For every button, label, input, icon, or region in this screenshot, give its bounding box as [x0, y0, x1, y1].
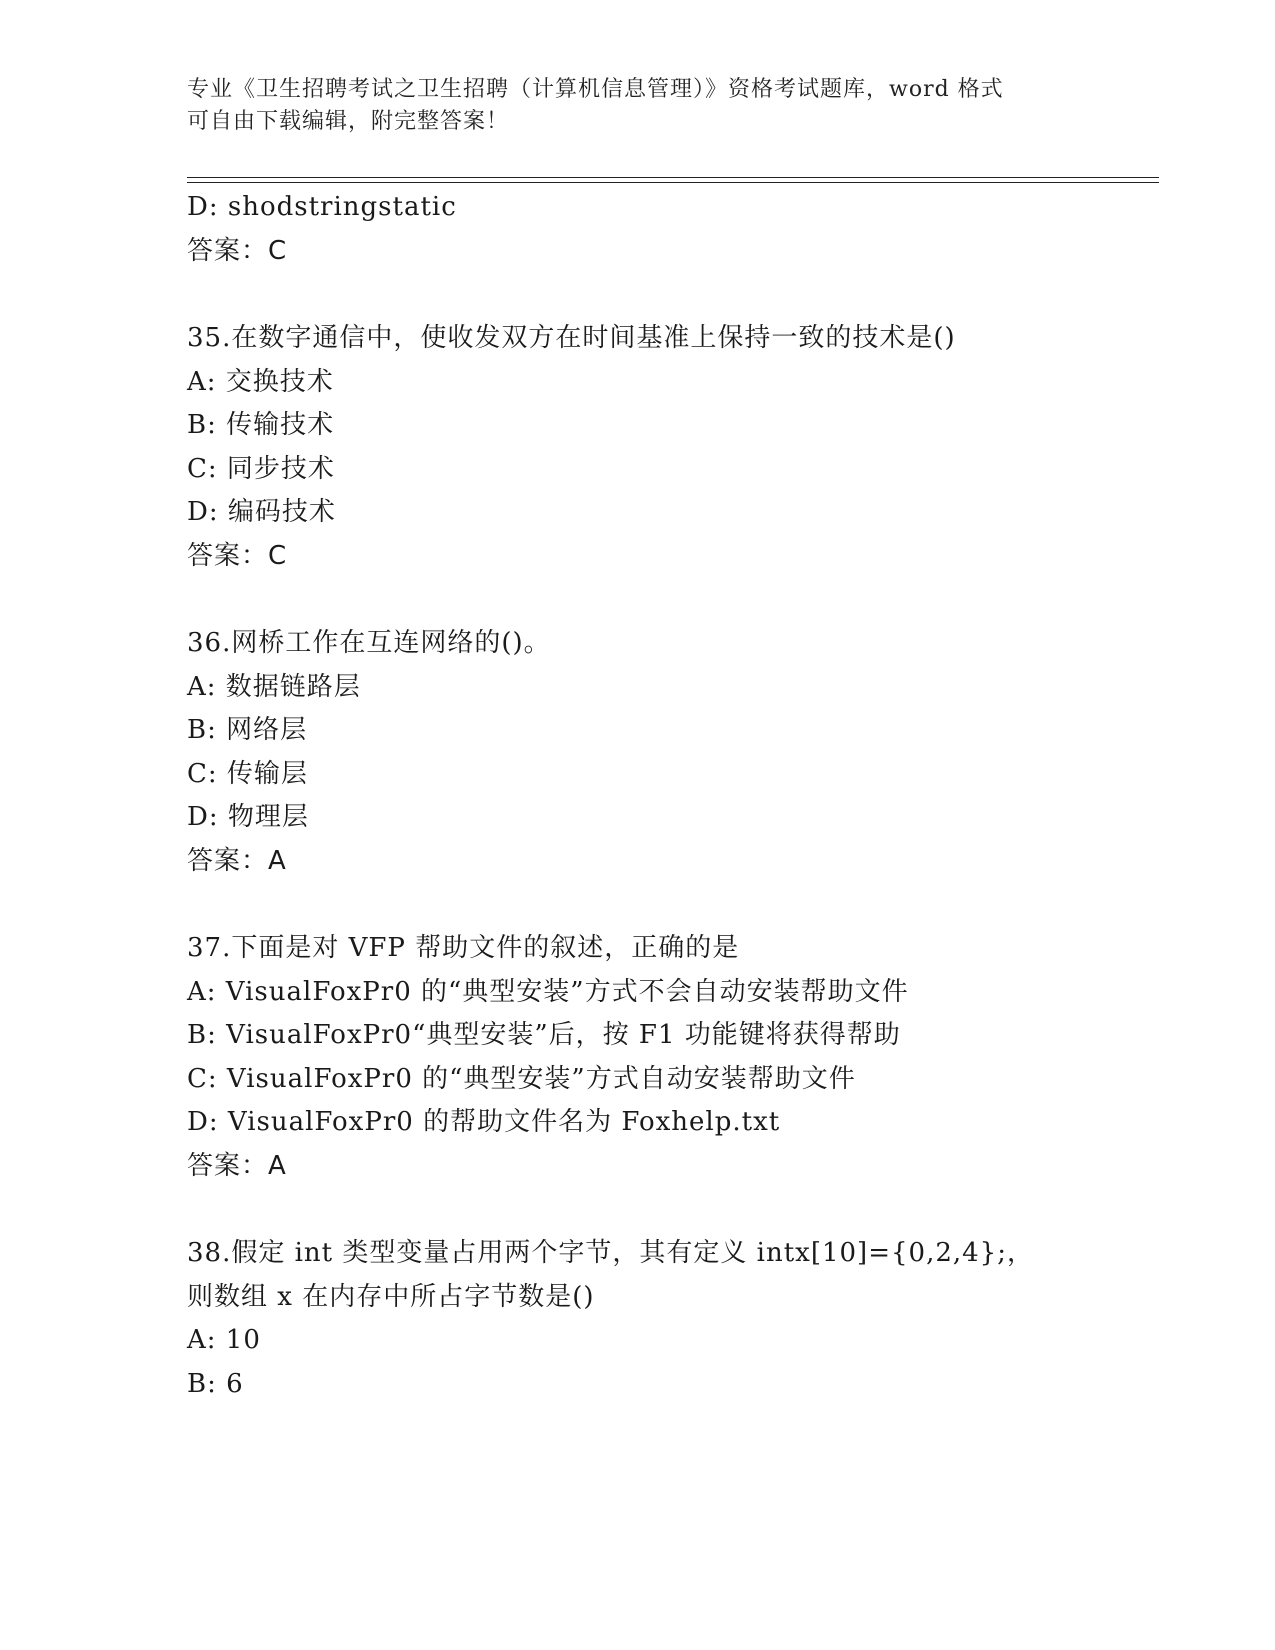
- header-line-1: 专业《卫生招聘考试之卫生招聘（计算机信息管理）》资格考试题库，word 格式: [187, 77, 1004, 102]
- question-36-option-a: A: 数据链路层: [187, 672, 361, 702]
- question-38-option-a: A: 10: [187, 1325, 261, 1355]
- question-36-option-b: B: 网络层: [187, 715, 308, 745]
- question-35-stem: 35.在数字通信中，使收发双方在时间基准上保持一致的技术是(): [187, 323, 956, 353]
- question-38-stem-line-2: 则数组 x 在内存中所占字节数是(): [187, 1282, 595, 1312]
- question-37-stem: 37.下面是对 VFP 帮助文件的叙述，正确的是: [187, 933, 740, 963]
- question-36-option-d: D: 物理层: [187, 802, 309, 832]
- header-divider-bottom: [187, 182, 1159, 183]
- question-37-option-a: A: VisualFoxPr0 的“典型安装”方式不会自动安装帮助文件: [187, 977, 909, 1007]
- question-35-answer: 答案：C: [187, 541, 288, 571]
- question-37-answer: 答案：A: [187, 1151, 287, 1181]
- question-36-answer: 答案：A: [187, 846, 287, 876]
- header-line-2: 可自由下载编辑，附完整答案！: [187, 109, 510, 134]
- question-36-stem: 36.网桥工作在互连网络的()。: [187, 628, 551, 658]
- question-38-stem-line-1: 38.假定 int 类型变量占用两个字节，其有定义 intx[10]={0,2,4};，: [187, 1238, 1034, 1268]
- question-37-option-c: C: VisualFoxPr0 的“典型安装”方式自动安装帮助文件: [187, 1064, 856, 1094]
- question-35-option-a: A: 交换技术: [187, 367, 334, 397]
- question-37-option-d: D: VisualFoxPr0 的帮助文件名为 Foxhelp.txt: [187, 1107, 781, 1137]
- question-36-option-c: C: 传输层: [187, 759, 308, 789]
- document-header: [187, 74, 1087, 138]
- header-divider-top: [187, 177, 1159, 178]
- question-35-option-d: D: 编码技术: [187, 497, 336, 527]
- question-35-option-b: B: 传输技术: [187, 410, 335, 440]
- question-37-option-b: B: VisualFoxPr0“典型安装”后，按 F1 功能键将获得帮助: [187, 1020, 901, 1050]
- prev-answer: 答案：C: [187, 236, 288, 266]
- question-38-option-b: B: 6: [187, 1369, 244, 1399]
- prev-option-d: D: shodstringstatic: [187, 192, 457, 222]
- question-35-option-c: C: 同步技术: [187, 454, 335, 484]
